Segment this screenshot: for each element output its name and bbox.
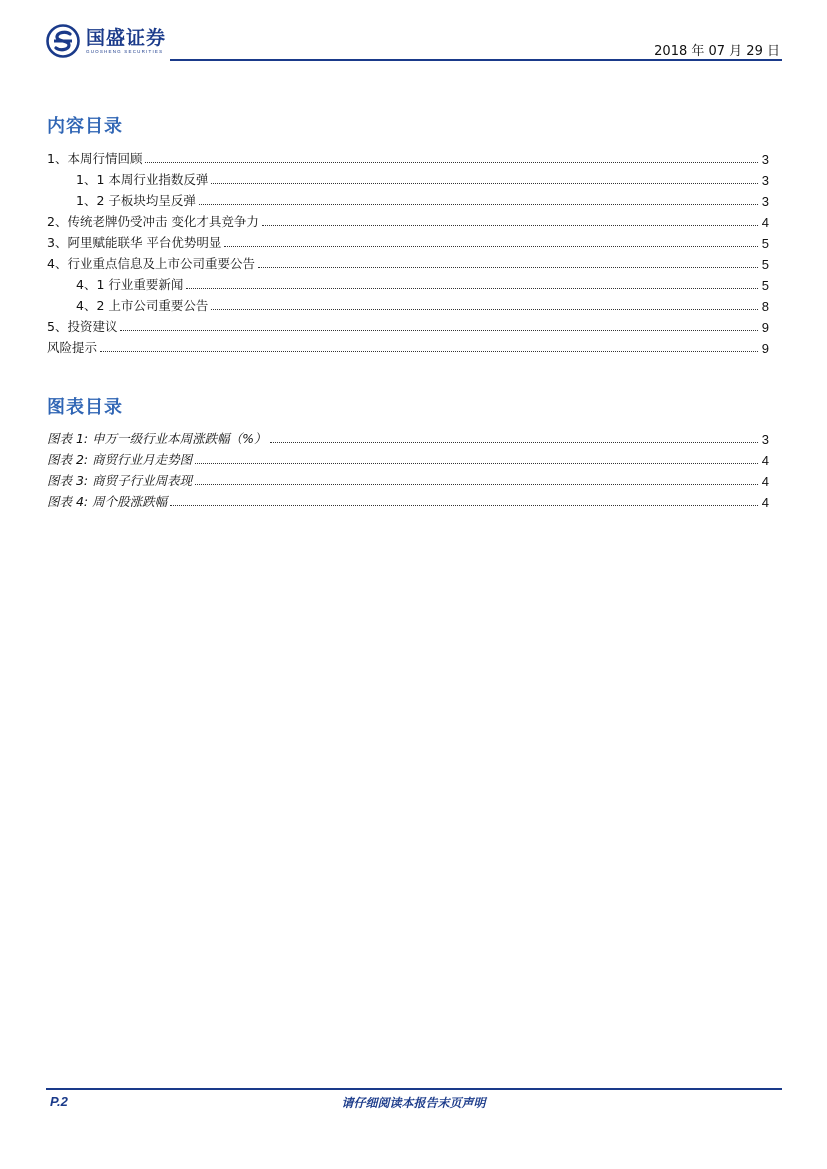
content-toc-title: 内容目录 bbox=[47, 116, 123, 137]
toc-entry[interactable] bbox=[47, 209, 769, 230]
toc-entry-label: 图表 3: 商贸子行业周表现 bbox=[47, 473, 193, 488]
figure-toc-list bbox=[47, 426, 769, 510]
figure-toc-entry[interactable] bbox=[47, 468, 769, 489]
toc-entry-page: 3 bbox=[761, 173, 769, 188]
toc-entry[interactable] bbox=[47, 251, 769, 272]
footer-divider bbox=[46, 1088, 782, 1090]
toc-entry[interactable] bbox=[47, 167, 769, 188]
report-date: 2018 年 07 月 29 日 bbox=[654, 44, 780, 59]
toc-entry-label: 图表 2: 商贸行业月走势图 bbox=[47, 452, 193, 467]
toc-dot-leader bbox=[224, 246, 757, 247]
toc-entry-label: 5、投资建议 bbox=[47, 319, 118, 334]
toc-entry[interactable] bbox=[47, 146, 769, 167]
toc-entry[interactable] bbox=[47, 230, 769, 251]
toc-entry-page: 8 bbox=[761, 299, 769, 314]
brand-name-cn: 国盛证券 bbox=[86, 27, 167, 49]
toc-entry[interactable] bbox=[47, 335, 769, 356]
toc-dot-leader bbox=[211, 183, 757, 184]
toc-dot-leader bbox=[199, 204, 758, 205]
figure-toc-entry[interactable] bbox=[47, 426, 769, 447]
toc-dot-leader bbox=[186, 288, 757, 289]
toc-entry-label: 2、传统老牌仍受冲击 变化才具竞争力 bbox=[47, 214, 259, 229]
toc-entry[interactable] bbox=[47, 293, 769, 314]
toc-entry-label: 图表 1: 申万一级行业本周涨跌幅（%） bbox=[47, 431, 267, 446]
toc-dot-leader bbox=[262, 225, 758, 226]
toc-entry-page: 3 bbox=[761, 152, 769, 167]
toc-entry-label: 1、1 本周行业指数反弹 bbox=[47, 170, 210, 188]
page-number: P.2 bbox=[50, 1094, 68, 1109]
toc-dot-leader bbox=[195, 463, 758, 464]
toc-entry-label: 3、阿里赋能联华 平台优势明显 bbox=[47, 235, 222, 250]
toc-entry-label: 4、行业重点信息及上市公司重要公告 bbox=[47, 256, 255, 271]
toc-entry-label: 4、2 上市公司重要公告 bbox=[47, 296, 210, 314]
toc-dot-leader bbox=[195, 484, 758, 485]
toc-entry-page: 4 bbox=[761, 474, 769, 489]
figure-toc-title: 图表目录 bbox=[47, 397, 123, 418]
toc-dot-leader bbox=[258, 267, 758, 268]
footer-disclaimer: 请仔细阅读本报告末页声明 bbox=[341, 1096, 486, 1110]
toc-entry-page: 4 bbox=[761, 453, 769, 468]
toc-entry-label: 1、2 子板块均呈反弹 bbox=[47, 191, 198, 209]
content-toc-list bbox=[47, 146, 769, 356]
toc-entry-page: 9 bbox=[761, 320, 769, 335]
toc-entry[interactable] bbox=[47, 314, 769, 335]
toc-entry[interactable] bbox=[47, 272, 769, 293]
toc-dot-leader bbox=[100, 351, 758, 352]
toc-dot-leader bbox=[270, 442, 758, 443]
logo-emblem-icon bbox=[46, 24, 80, 58]
toc-dot-leader bbox=[120, 330, 757, 331]
toc-dot-leader bbox=[211, 309, 757, 310]
toc-dot-leader bbox=[170, 505, 758, 506]
toc-entry-page: 3 bbox=[761, 432, 769, 447]
toc-entry-label: 4、1 行业重要新闻 bbox=[47, 275, 185, 293]
toc-entry-page: 5 bbox=[761, 278, 769, 293]
toc-entry-page: 4 bbox=[761, 215, 769, 230]
toc-entry-page: 9 bbox=[761, 341, 769, 356]
toc-entry[interactable] bbox=[47, 188, 769, 209]
toc-entry-label: 风险提示 bbox=[47, 340, 98, 355]
toc-entry-page: 5 bbox=[761, 257, 769, 272]
brand-name-en: GUOSHENG SECURITIES bbox=[86, 49, 164, 54]
toc-entry-page: 5 bbox=[761, 236, 769, 251]
header-divider bbox=[170, 59, 782, 61]
toc-entry-page: 4 bbox=[761, 495, 769, 510]
company-logo bbox=[46, 24, 166, 58]
figure-toc-entry[interactable] bbox=[47, 447, 769, 468]
toc-entry-label: 图表 4: 周个股涨跌幅 bbox=[47, 494, 168, 509]
figure-toc-entry[interactable] bbox=[47, 489, 769, 510]
toc-entry-page: 3 bbox=[761, 194, 769, 209]
toc-entry-label: 1、本周行情回顾 bbox=[47, 151, 143, 166]
page-header bbox=[46, 24, 782, 62]
toc-dot-leader bbox=[145, 162, 757, 163]
